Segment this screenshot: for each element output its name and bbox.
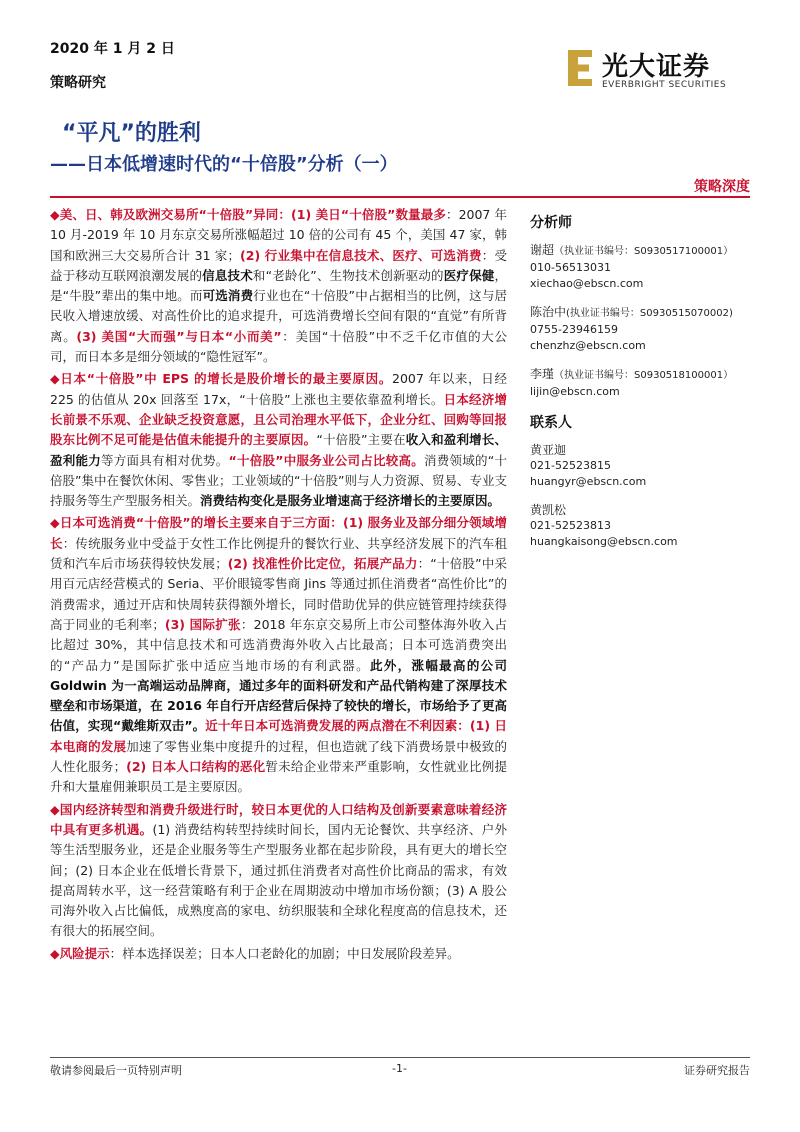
text-segment: “十倍股”中服务业公司占比较高。: [228, 452, 424, 468]
text-segment: ：2018 年东京交易所上市公司整体海外收入占比超过 30%，其中信息技术和可选消费海外收入占比最高；日本可选消费突出的“产品力”是国际扩张中适应当地市场的有利武器。: [50, 616, 507, 673]
analyst-cert: （执业证书编号：S0930518100001）: [554, 370, 734, 381]
summary-paragraph: [50, 800, 507, 942]
text-segment: 风险提示: [59, 945, 110, 961]
text-segment: 收入和盈利增长、盈利能力: [50, 432, 507, 468]
text-segment: 信息技术: [202, 267, 253, 283]
contact-card: [530, 442, 760, 490]
report-subtitle: ——日本低增速时代的“十倍股”分析（一）: [50, 154, 398, 175]
analyst-phone: 0755-23946159: [530, 323, 618, 336]
analyst-cert: (执业证书编号：S0930515070002): [566, 308, 733, 319]
text-segment: 等方面具有相对优势。: [101, 452, 229, 468]
bullet-diamond-icon: ◆: [50, 801, 60, 817]
contact-email[interactable]: huangyr@ebscn.com: [530, 475, 647, 488]
text-segment: 近十年日本可选消费发展的两点潜在不利因素：(1) 日本电商的发展: [50, 718, 507, 754]
contact-phone: 021-52523813: [530, 519, 611, 532]
text-segment: 日本可选消费“十倍股”的增长主要来自于三方面：(1) 服务业及部分细分领域增长: [50, 515, 507, 551]
summary-paragraph: [50, 944, 507, 964]
text-segment: 行业也在“十倍股”中占据相当的比例，这与居民收入增速放缓、对高性价比的追求提升，可选消费增长空间有限的“直觉”有所背离。: [50, 288, 508, 344]
text-segment: 消费结构变化是服务业增速高于经济增长的主要原因。: [200, 493, 501, 509]
report-category: 策略研究: [50, 75, 106, 91]
text-segment: 医疗保健: [443, 267, 495, 283]
contact-heading: 联系人: [530, 415, 572, 431]
text-segment: “十倍股”主要在: [316, 432, 406, 448]
text-segment: 日本经济增长前景不乐观、企业缺乏投资意愿，且公司治理水平低下，企业分红、回购等回报股东比例不足可能是估值未能提升的主要原因。: [50, 391, 507, 448]
everbright-logo-icon: [566, 48, 594, 88]
logo-english-name: EVERBRIGHT SECURITIES: [602, 80, 727, 90]
page-number: -1-: [392, 1062, 407, 1075]
footer-report-type: 证券研究报告: [684, 1064, 750, 1077]
analyst-email[interactable]: lijin@ebscn.com: [530, 385, 620, 398]
text-segment: 日本“十倍股”中 EPS 的增长是股价增长的最主要原因。: [60, 371, 393, 387]
analyst-heading: 分析师: [530, 215, 572, 231]
analyst-phone: 010-56513031: [530, 261, 611, 274]
contact-phone: 021-52523815: [530, 459, 611, 472]
bullet-diamond-icon: ◆: [50, 515, 60, 531]
summary-paragraph: [50, 205, 507, 367]
text-segment: (3) 国际扩张: [164, 616, 241, 632]
analyst-name: 李瑾: [530, 367, 555, 381]
bullet-diamond-icon: ◆: [50, 207, 60, 222]
text-segment: (3) 美国“大而强”与日本“小而美”: [76, 328, 282, 344]
text-segment: ：传统服务业中受益于女性工作比例提升的餐饮行业、共享经济发展下的汽车租赁和汽车后市场获得较快发展；: [50, 535, 507, 572]
analyst-name: 陈治中: [530, 305, 567, 319]
contact-name: 黄亚迦: [530, 443, 567, 457]
company-logo: [566, 44, 766, 100]
contact-email[interactable]: huangkaisong@ebscn.com: [530, 535, 678, 548]
footer-divider: [50, 1057, 750, 1058]
text-segment: ，是“牛股”辈出的集中地。而: [50, 267, 507, 304]
summary-paragraph: [50, 369, 507, 511]
footer-disclaimer: 敬请参阅最后一页特别声明: [50, 1064, 182, 1077]
analyst-cert: （执业证书编号：S0930517100001）: [554, 246, 734, 257]
analyst-email[interactable]: chenzhz@ebscn.com: [530, 339, 646, 352]
report-date: 2020 年 1 月 2 日: [50, 41, 175, 57]
summary-paragraph: [50, 513, 507, 797]
text-segment: 暂未给企业带来严重影响，女性就业比例提升和大量雇佣兼职员工是主要原因。: [50, 759, 507, 795]
text-segment: 此外，涨幅最高的公司 Goldwin 为一高端运动品牌商，通过多年的面料研发和产品代销构建了深厚技术壁垒和市场渠道，在 2016 年自行开店经营后保持了较快的增长，市场给予了更高估值，实现“戴维斯双击”。: [50, 657, 507, 734]
text-segment: 2007 年以来，日经 225 的估值从 20x 回落至 17x，“十倍股”上涨也主要依靠盈利增长。: [50, 371, 507, 407]
text-segment: (2) 日本人口结构的恶化: [126, 759, 266, 775]
analyst-card: [530, 304, 760, 354]
text-segment: ：2007 年 10 月-2019 年 10 月东京交易所涨幅超过 10 倍的公司有 45 个，美国 47 家，韩国和欧洲三大交易所合计 31 家；: [50, 207, 507, 263]
bullet-diamond-icon: ◆: [50, 945, 60, 961]
report-title: “平凡”的胜利: [62, 121, 201, 146]
text-segment: ：美国“十倍股”中不乏千亿市值的大公司，而日本多是细分领域的“隐性冠军”。: [50, 328, 507, 365]
text-segment: 加速了零售业集中度提升的过程，但也造就了线下消费场景中极致的人性化服务；: [50, 738, 507, 775]
analyst-name: 谢超: [530, 243, 555, 257]
contact-name: 黄凯松: [530, 503, 567, 517]
analyst-card: [530, 366, 760, 400]
text-segment: 国内经济转型和消费升级进行时，较日本更优的人口结构及创新要素意味着经济中具有更多机遇。: [50, 801, 507, 837]
sidebar: [530, 212, 760, 562]
text-segment: 美、日、韩及欧洲交易所“十倍股”异同：(1) 美日“十倍股”数量最多: [59, 207, 446, 222]
text-segment: (1) 消费结构转型持续时间长，国内无论餐饮、共享经济、户外等生活型服务业，还是企业服务等生产型服务业都在起步阶段，具有更大的增长空间；(2) 日本企业在低增长背景下，通过抓住消费者对高性价比商品的需求，有效提高周转水平，这一经营策略有利于企业在周期波动中增加市场份额；(3) A 股公司海外收入占比偏低，成熟度高的家电、纺织服装和全球化程度高的信息技术，还有很大的拓展空间。: [50, 821, 507, 939]
text-segment: (2) 行业集中在信息技术、医疗、可选消费: [240, 247, 482, 263]
header-divider: [50, 196, 750, 198]
text-segment: ：样本选择误差；日本人口老龄化的加剧；中日发展阶段差异。: [109, 945, 460, 961]
analyst-card: [530, 242, 760, 292]
text-segment: 可选消费: [202, 288, 254, 304]
analyst-email[interactable]: xiechao@ebscn.com: [530, 277, 644, 290]
summary-body: [50, 205, 507, 966]
logo-chinese-name: 光大证券: [602, 52, 711, 82]
text-segment: ：“十倍股”中采用百元店经营模式的 Seria、平价眼镜零售商 Jins 等通过抓住消费者“高性价比”的消费需求，通过开店和快周转获得额外增长，同时借助优异的供应链管理持续获得高于同业的毛利率；: [50, 556, 507, 632]
bullet-diamond-icon: ◆: [50, 371, 61, 387]
text-segment: (2) 找准性价比定位，拓展产品力: [227, 556, 418, 572]
text-segment: 和“老龄化”、生物技术创新驱动的: [252, 267, 444, 283]
report-type-tag: 策略深度: [694, 179, 750, 195]
text-segment: ：受益于移动互联网浪潮发展的: [50, 247, 507, 283]
text-segment: 消费领域的“十倍股”集中在餐饮休闲、零售业；工业领域的“十倍股”则与人力资源、贸易、专业支持服务等生产型服务相关。: [50, 452, 507, 509]
contact-card: [530, 502, 760, 550]
